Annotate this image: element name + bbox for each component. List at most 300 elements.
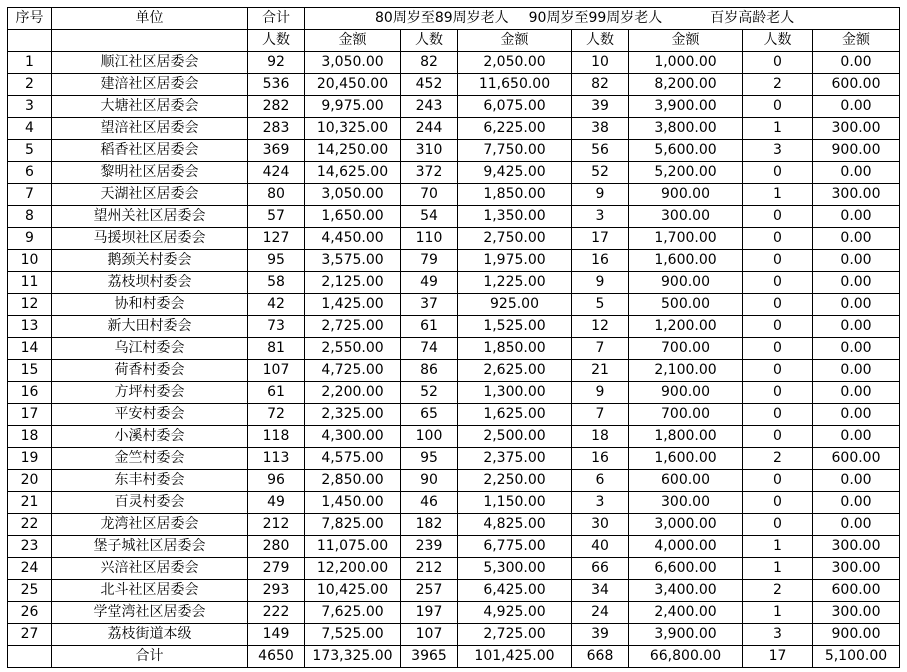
row-total-people: 283 [248, 118, 305, 140]
totals-90-amount: 66,800.00 [629, 646, 743, 668]
row-100-amount: 0.00 [813, 272, 900, 294]
row-unit: 协和村委会 [52, 294, 248, 316]
row-90-amount: 2,100.00 [629, 360, 743, 382]
row-100-amount: 0.00 [813, 96, 900, 118]
header-unit: 单位 [52, 8, 248, 30]
row-unit: 平安村委会 [52, 404, 248, 426]
row-total-people: 72 [248, 404, 305, 426]
row-80-people: 452 [401, 74, 458, 96]
row-100-people: 1 [743, 184, 813, 206]
row-unit: 鹅颈关村委会 [52, 250, 248, 272]
row-90-people: 5 [572, 294, 629, 316]
row-100-amount: 600.00 [813, 74, 900, 96]
row-total-people: 279 [248, 558, 305, 580]
row-90-people: 56 [572, 140, 629, 162]
row-80-people: 74 [401, 338, 458, 360]
totals-total-people: 4650 [248, 646, 305, 668]
row-number: 20 [8, 470, 52, 492]
row-80-people: 212 [401, 558, 458, 580]
row-100-amount: 300.00 [813, 118, 900, 140]
row-80-people: 100 [401, 426, 458, 448]
table-row [8, 316, 900, 338]
row-total-people: 113 [248, 448, 305, 470]
row-number: 4 [8, 118, 52, 140]
row-90-amount: 8,200.00 [629, 74, 743, 96]
row-number: 25 [8, 580, 52, 602]
row-unit: 堡子城社区居委会 [52, 536, 248, 558]
row-number: 26 [8, 602, 52, 624]
totals-label: 合计 [52, 646, 248, 668]
row-total-people: 49 [248, 492, 305, 514]
row-total-people: 95 [248, 250, 305, 272]
row-90-people: 3 [572, 492, 629, 514]
row-unit: 荷香村委会 [52, 360, 248, 382]
row-90-people: 38 [572, 118, 629, 140]
row-90-people: 12 [572, 316, 629, 338]
row-80-amount: 2,050.00 [458, 52, 572, 74]
row-100-people: 3 [743, 140, 813, 162]
row-total-people: 81 [248, 338, 305, 360]
totals-blank [8, 646, 52, 668]
row-90-amount: 900.00 [629, 184, 743, 206]
row-unit: 顺江社区居委会 [52, 52, 248, 74]
row-100-amount: 0.00 [813, 470, 900, 492]
totals-row [8, 646, 900, 668]
row-80-amount: 1,525.00 [458, 316, 572, 338]
row-90-people: 9 [572, 382, 629, 404]
header-total: 合计 [248, 8, 305, 30]
row-100-people: 1 [743, 536, 813, 558]
row-90-amount: 3,900.00 [629, 96, 743, 118]
row-90-people: 24 [572, 602, 629, 624]
row-100-amount: 600.00 [813, 580, 900, 602]
header-group-90-99: 90周岁至99周岁老人 [528, 10, 663, 26]
row-total-people: 118 [248, 426, 305, 448]
row-90-people: 40 [572, 536, 629, 558]
row-90-amount: 700.00 [629, 404, 743, 426]
row-80-amount: 1,300.00 [458, 382, 572, 404]
row-100-people: 0 [743, 162, 813, 184]
row-number: 7 [8, 184, 52, 206]
table-row [8, 338, 900, 360]
row-90-people: 30 [572, 514, 629, 536]
row-total-people: 222 [248, 602, 305, 624]
row-100-people: 1 [743, 118, 813, 140]
table-row [8, 536, 900, 558]
row-unit: 北斗社区居委会 [52, 580, 248, 602]
elderly-subsidy-table [7, 7, 900, 668]
row-total-amount: 20,450.00 [305, 74, 401, 96]
table-row [8, 558, 900, 580]
row-80-people: 79 [401, 250, 458, 272]
row-80-amount: 4,925.00 [458, 602, 572, 624]
row-number: 12 [8, 294, 52, 316]
row-unit: 荔枝坝村委会 [52, 272, 248, 294]
row-90-people: 17 [572, 228, 629, 250]
table-row [8, 404, 900, 426]
row-100-amount: 0.00 [813, 52, 900, 74]
row-100-people: 0 [743, 360, 813, 382]
row-total-amount: 1,650.00 [305, 206, 401, 228]
row-90-people: 66 [572, 558, 629, 580]
row-100-amount: 0.00 [813, 514, 900, 536]
table-row [8, 492, 900, 514]
row-total-amount: 3,575.00 [305, 250, 401, 272]
row-unit: 望涪社区居委会 [52, 118, 248, 140]
row-100-people: 0 [743, 228, 813, 250]
row-unit: 大塘社区居委会 [52, 96, 248, 118]
row-100-amount: 0.00 [813, 360, 900, 382]
row-total-people: 369 [248, 140, 305, 162]
row-total-people: 80 [248, 184, 305, 206]
row-100-amount: 0.00 [813, 404, 900, 426]
row-80-amount: 5,300.00 [458, 558, 572, 580]
totals-80-amount: 101,425.00 [458, 646, 572, 668]
header-total-amount: 金额 [305, 30, 401, 52]
header-80-people: 人数 [401, 30, 458, 52]
row-total-people: 92 [248, 52, 305, 74]
row-number: 13 [8, 316, 52, 338]
row-total-amount: 10,325.00 [305, 118, 401, 140]
row-unit: 稻香社区居委会 [52, 140, 248, 162]
row-unit: 乌江村委会 [52, 338, 248, 360]
row-unit: 建涪社区居委会 [52, 74, 248, 96]
row-90-amount: 1,200.00 [629, 316, 743, 338]
totals-80-people: 3965 [401, 646, 458, 668]
row-total-amount: 2,325.00 [305, 404, 401, 426]
row-80-amount: 1,975.00 [458, 250, 572, 272]
row-100-amount: 300.00 [813, 602, 900, 624]
row-unit: 黎明社区居委会 [52, 162, 248, 184]
row-90-amount: 1,800.00 [629, 426, 743, 448]
row-total-people: 107 [248, 360, 305, 382]
row-80-people: 95 [401, 448, 458, 470]
row-90-amount: 1,600.00 [629, 250, 743, 272]
table-row [8, 96, 900, 118]
row-total-amount: 12,200.00 [305, 558, 401, 580]
row-80-people: 244 [401, 118, 458, 140]
row-100-people: 2 [743, 74, 813, 96]
row-unit: 荔枝街道本级 [52, 624, 248, 646]
table-row [8, 448, 900, 470]
row-80-amount: 9,425.00 [458, 162, 572, 184]
row-90-amount: 6,600.00 [629, 558, 743, 580]
row-80-amount: 1,350.00 [458, 206, 572, 228]
row-100-people: 0 [743, 272, 813, 294]
row-80-amount: 1,150.00 [458, 492, 572, 514]
row-80-people: 239 [401, 536, 458, 558]
row-90-people: 18 [572, 426, 629, 448]
row-number: 9 [8, 228, 52, 250]
row-80-people: 90 [401, 470, 458, 492]
row-80-people: 54 [401, 206, 458, 228]
row-100-people: 1 [743, 602, 813, 624]
row-total-people: 212 [248, 514, 305, 536]
row-total-amount: 4,725.00 [305, 360, 401, 382]
row-80-amount: 2,375.00 [458, 448, 572, 470]
row-number: 10 [8, 250, 52, 272]
row-total-people: 96 [248, 470, 305, 492]
row-total-people: 536 [248, 74, 305, 96]
row-total-amount: 14,250.00 [305, 140, 401, 162]
table-row [8, 162, 900, 184]
row-90-amount: 1,700.00 [629, 228, 743, 250]
row-100-amount: 0.00 [813, 162, 900, 184]
row-total-amount: 2,200.00 [305, 382, 401, 404]
row-80-amount: 6,775.00 [458, 536, 572, 558]
totals-100-people: 17 [743, 646, 813, 668]
table-row [8, 184, 900, 206]
table-row [8, 580, 900, 602]
table-row [8, 382, 900, 404]
table-row [8, 470, 900, 492]
row-100-amount: 300.00 [813, 536, 900, 558]
table-row [8, 118, 900, 140]
row-100-amount: 0.00 [813, 294, 900, 316]
row-total-amount: 14,625.00 [305, 162, 401, 184]
table-row [8, 250, 900, 272]
row-100-people: 0 [743, 52, 813, 74]
row-total-people: 57 [248, 206, 305, 228]
row-80-people: 61 [401, 316, 458, 338]
row-80-people: 52 [401, 382, 458, 404]
header-total-people: 人数 [248, 30, 305, 52]
row-total-people: 61 [248, 382, 305, 404]
row-unit: 金竺村委会 [52, 448, 248, 470]
row-100-people: 0 [743, 96, 813, 118]
row-total-people: 58 [248, 272, 305, 294]
row-80-people: 107 [401, 624, 458, 646]
table-row [8, 52, 900, 74]
row-unit: 望州关社区居委会 [52, 206, 248, 228]
row-80-people: 82 [401, 52, 458, 74]
row-total-amount: 7,525.00 [305, 624, 401, 646]
row-100-people: 0 [743, 338, 813, 360]
row-total-people: 127 [248, 228, 305, 250]
row-number: 15 [8, 360, 52, 382]
row-80-people: 310 [401, 140, 458, 162]
header-row-1 [8, 8, 900, 30]
row-90-amount: 5,600.00 [629, 140, 743, 162]
row-90-people: 3 [572, 206, 629, 228]
row-number: 16 [8, 382, 52, 404]
row-unit: 小溪村委会 [52, 426, 248, 448]
row-80-amount: 2,750.00 [458, 228, 572, 250]
row-total-people: 280 [248, 536, 305, 558]
table-row [8, 272, 900, 294]
header-100-amount: 金额 [813, 30, 900, 52]
row-100-amount: 900.00 [813, 140, 900, 162]
row-number: 19 [8, 448, 52, 470]
header-90-people: 人数 [572, 30, 629, 52]
row-80-amount: 2,625.00 [458, 360, 572, 382]
row-90-people: 39 [572, 624, 629, 646]
row-80-amount: 2,250.00 [458, 470, 572, 492]
row-80-amount: 2,500.00 [458, 426, 572, 448]
row-100-people: 2 [743, 448, 813, 470]
row-80-amount: 1,625.00 [458, 404, 572, 426]
table-row [8, 624, 900, 646]
row-80-people: 37 [401, 294, 458, 316]
row-80-amount: 925.00 [458, 294, 572, 316]
row-number: 6 [8, 162, 52, 184]
table-row [8, 294, 900, 316]
row-80-amount: 6,225.00 [458, 118, 572, 140]
row-80-people: 257 [401, 580, 458, 602]
row-total-amount: 7,625.00 [305, 602, 401, 624]
row-80-amount: 1,850.00 [458, 184, 572, 206]
row-90-amount: 3,800.00 [629, 118, 743, 140]
row-total-amount: 10,425.00 [305, 580, 401, 602]
row-90-people: 82 [572, 74, 629, 96]
row-unit: 方坪村委会 [52, 382, 248, 404]
row-90-people: 10 [572, 52, 629, 74]
row-80-amount: 4,825.00 [458, 514, 572, 536]
row-90-amount: 300.00 [629, 206, 743, 228]
row-100-people: 1 [743, 558, 813, 580]
row-90-amount: 600.00 [629, 470, 743, 492]
row-90-people: 52 [572, 162, 629, 184]
header-80-amount: 金额 [458, 30, 572, 52]
row-80-people: 197 [401, 602, 458, 624]
row-90-amount: 500.00 [629, 294, 743, 316]
row-100-amount: 0.00 [813, 492, 900, 514]
totals-total-amount: 173,325.00 [305, 646, 401, 668]
row-80-amount: 6,075.00 [458, 96, 572, 118]
row-100-amount: 900.00 [813, 624, 900, 646]
header-blank [8, 30, 52, 52]
row-80-amount: 1,850.00 [458, 338, 572, 360]
header-blank [52, 30, 248, 52]
row-number: 18 [8, 426, 52, 448]
row-100-amount: 0.00 [813, 338, 900, 360]
row-unit: 天湖社区居委会 [52, 184, 248, 206]
row-90-amount: 3,900.00 [629, 624, 743, 646]
row-number: 14 [8, 338, 52, 360]
row-100-people: 0 [743, 316, 813, 338]
row-total-amount: 11,075.00 [305, 536, 401, 558]
row-80-amount: 11,650.00 [458, 74, 572, 96]
row-90-people: 7 [572, 338, 629, 360]
row-80-people: 86 [401, 360, 458, 382]
header-no: 序号 [8, 8, 52, 30]
table-row [8, 514, 900, 536]
row-total-amount: 2,550.00 [305, 338, 401, 360]
row-90-people: 16 [572, 448, 629, 470]
row-total-amount: 1,450.00 [305, 492, 401, 514]
row-100-amount: 300.00 [813, 558, 900, 580]
row-100-people: 3 [743, 624, 813, 646]
row-100-amount: 0.00 [813, 426, 900, 448]
row-number: 3 [8, 96, 52, 118]
row-number: 5 [8, 140, 52, 162]
row-90-amount: 300.00 [629, 492, 743, 514]
row-80-people: 243 [401, 96, 458, 118]
row-80-amount: 2,725.00 [458, 624, 572, 646]
row-total-people: 73 [248, 316, 305, 338]
row-100-people: 0 [743, 206, 813, 228]
row-80-people: 49 [401, 272, 458, 294]
row-100-people: 0 [743, 250, 813, 272]
header-group-100: 百岁高龄老人 [710, 10, 795, 26]
table-row [8, 206, 900, 228]
row-90-amount: 900.00 [629, 382, 743, 404]
row-100-people: 0 [743, 404, 813, 426]
row-80-people: 182 [401, 514, 458, 536]
row-unit: 龙湾社区居委会 [52, 514, 248, 536]
row-80-people: 65 [401, 404, 458, 426]
row-80-amount: 6,425.00 [458, 580, 572, 602]
row-total-people: 42 [248, 294, 305, 316]
row-90-people: 9 [572, 272, 629, 294]
row-number: 2 [8, 74, 52, 96]
row-90-people: 9 [572, 184, 629, 206]
row-unit: 东丰村委会 [52, 470, 248, 492]
row-100-people: 0 [743, 426, 813, 448]
row-total-amount: 4,300.00 [305, 426, 401, 448]
row-total-amount: 4,575.00 [305, 448, 401, 470]
row-100-amount: 0.00 [813, 316, 900, 338]
table-row [8, 360, 900, 382]
header-group-80-89: 80周岁至89周岁老人 [375, 10, 509, 26]
table-row [8, 228, 900, 250]
row-80-people: 372 [401, 162, 458, 184]
row-total-people: 149 [248, 624, 305, 646]
row-total-amount: 3,050.00 [305, 184, 401, 206]
header-age-groups [305, 8, 900, 30]
row-80-people: 46 [401, 492, 458, 514]
row-80-amount: 1,225.00 [458, 272, 572, 294]
row-100-people: 0 [743, 294, 813, 316]
row-90-people: 34 [572, 580, 629, 602]
row-90-amount: 2,400.00 [629, 602, 743, 624]
row-100-amount: 0.00 [813, 228, 900, 250]
row-90-people: 7 [572, 404, 629, 426]
row-100-people: 0 [743, 382, 813, 404]
row-100-amount: 0.00 [813, 250, 900, 272]
row-total-amount: 4,450.00 [305, 228, 401, 250]
totals-90-people: 668 [572, 646, 629, 668]
header-90-amount: 金额 [629, 30, 743, 52]
row-100-people: 2 [743, 580, 813, 602]
row-unit: 百灵村委会 [52, 492, 248, 514]
row-total-people: 293 [248, 580, 305, 602]
row-90-amount: 3,400.00 [629, 580, 743, 602]
row-number: 27 [8, 624, 52, 646]
row-90-people: 6 [572, 470, 629, 492]
table-row [8, 602, 900, 624]
table-row [8, 74, 900, 96]
row-90-people: 39 [572, 96, 629, 118]
row-total-people: 424 [248, 162, 305, 184]
row-total-amount: 2,125.00 [305, 272, 401, 294]
row-100-people: 0 [743, 470, 813, 492]
header-100-people: 人数 [743, 30, 813, 52]
row-80-people: 70 [401, 184, 458, 206]
row-90-amount: 1,000.00 [629, 52, 743, 74]
row-unit: 学堂湾社区居委会 [52, 602, 248, 624]
row-number: 21 [8, 492, 52, 514]
row-90-amount: 5,200.00 [629, 162, 743, 184]
row-number: 1 [8, 52, 52, 74]
totals-100-amount: 5,100.00 [813, 646, 900, 668]
row-total-amount: 2,725.00 [305, 316, 401, 338]
row-total-people: 282 [248, 96, 305, 118]
row-number: 8 [8, 206, 52, 228]
row-80-amount: 7,750.00 [458, 140, 572, 162]
row-100-amount: 0.00 [813, 206, 900, 228]
row-number: 24 [8, 558, 52, 580]
